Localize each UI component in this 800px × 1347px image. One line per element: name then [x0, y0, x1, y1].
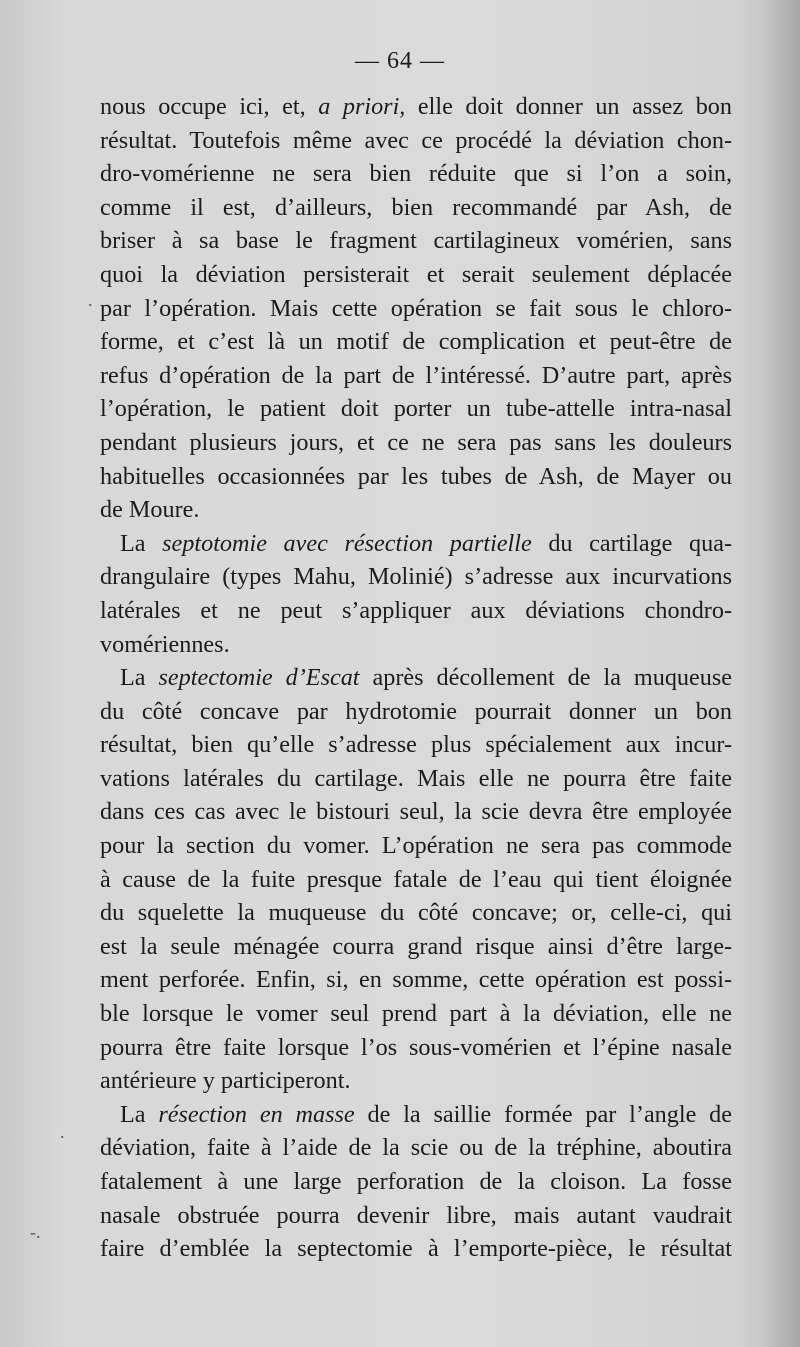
text-line: [100, 728, 732, 762]
text-segment: est la seule ménagée courra grand risque ainsi d’être large-: [100, 932, 732, 960]
text-line: [100, 224, 732, 258]
text-line: [100, 493, 732, 527]
margin-mark: .: [60, 1122, 65, 1142]
text-segment: faire d’emblée la septectomie à l’emporte-pièce, le résultat: [100, 1235, 732, 1263]
paragraph: [100, 661, 732, 1098]
text-line: [100, 124, 732, 158]
text-segment: pendant plusieurs jours, et ce ne sera pas sans les douleurs: [100, 428, 732, 456]
page-number: — 64 —: [355, 48, 445, 74]
text-line: [100, 426, 732, 460]
text-line: [100, 1098, 732, 1132]
text-segment: vomériennes.: [100, 630, 230, 658]
paragraph: [100, 1098, 732, 1266]
margin-mark: .: [88, 290, 93, 310]
text-line: [100, 157, 732, 191]
text-line: [100, 527, 732, 561]
paragraph: [100, 90, 732, 527]
text-segment: de la saillie formée par l’angle de: [354, 1100, 732, 1128]
text-line: [100, 1232, 732, 1266]
italic-term: a priori,: [318, 93, 406, 120]
text-line: [100, 90, 732, 124]
text-line: [100, 863, 732, 897]
text-line: [100, 258, 732, 292]
text-line: [100, 997, 732, 1031]
text-segment: résultat, bien qu’elle s’adresse plus spécialement aux incur-: [100, 731, 732, 759]
text-segment: de Moure.: [100, 496, 200, 524]
text-line: [100, 695, 732, 729]
text-segment: ble lorsque le vomer seul prend part à la déviation, elle ne: [100, 1000, 732, 1028]
text-line: [100, 1165, 732, 1199]
text-line: [100, 594, 732, 628]
text-segment: nasale obstruée pourra devenir libre, mais autant vaudrait: [100, 1201, 732, 1229]
text-line: [100, 325, 732, 359]
text-line: [100, 191, 732, 225]
text-line: [100, 392, 732, 426]
text-line: [100, 292, 732, 326]
text-segment: pour la section du vomer. L’opération ne sera pas commode: [100, 832, 732, 860]
text-segment: du côté concave par hydrotomie pourrait donner un bon: [100, 697, 732, 725]
text-segment: fatalement à une large perforation de la cloison. La fosse: [100, 1168, 732, 1195]
text-line: [100, 963, 732, 997]
text-line: [100, 661, 732, 695]
text-segment: après décollement de la muqueuse: [359, 664, 732, 692]
text-segment: habituelles occasionnées par les tubes de Ash, de Mayer ou: [100, 462, 732, 490]
text-line: [100, 628, 732, 662]
text-line: [100, 1199, 732, 1233]
italic-term: septotomie avec résection partielle: [162, 529, 532, 557]
text-segment: drangulaire (types Mahu, Molinié) s’adresse aux incurvations: [100, 563, 732, 591]
paragraph: [100, 527, 732, 661]
text-line: [100, 1031, 732, 1065]
text-segment: du squelette la muqueuse du côté concave; or, celle-ci, qui: [100, 899, 732, 927]
text-segment: La: [120, 529, 163, 557]
text-line: [100, 795, 732, 829]
text-line: [100, 1131, 732, 1165]
text-segment: comme il est, d’ailleurs, bien recommandé par Ash, de: [100, 193, 732, 221]
text-line: [100, 560, 732, 594]
italic-term: septectomie d’Escat: [158, 664, 360, 692]
text-segment: l’opération, le patient doit porter un tube-attelle intra-nasal: [100, 395, 732, 423]
margin-mark: -.: [30, 1222, 41, 1242]
text-segment: dro-vomérienne ne sera bien réduite que si l’on a soin,: [100, 160, 732, 188]
text-line: [100, 1064, 732, 1098]
text-segment: à cause de la fuite presque fatale de l’eau qui tient éloignée: [100, 865, 732, 893]
page-edge-shadow: [760, 0, 800, 1347]
text-line: [100, 359, 732, 393]
text-segment: par l’opération. Mais cette opération se fait sous le chloro-: [100, 294, 732, 322]
text-segment: vations latérales du cartilage. Mais elle ne pourra être faite: [100, 764, 732, 792]
text-line: [100, 930, 732, 964]
text-segment: résultat. Toutefois même avec ce procédé la déviation chon-: [100, 126, 732, 154]
text-segment: briser à sa base le fragment cartilagineux vomérien, sans: [100, 227, 732, 255]
text-segment: antérieure y participeront.: [100, 1067, 351, 1095]
text-segment: La: [120, 1100, 159, 1128]
text-segment: ment perforée. Enfin, si, en somme, cette opération est possi-: [100, 966, 732, 994]
text-line: [100, 829, 732, 863]
body-text: [100, 90, 732, 1266]
text-segment: forme, et c’est là un motif de complication et peut-être de: [100, 328, 732, 356]
text-segment: refus d’opération de la part de l’intéressé. D’autre part, après: [100, 361, 732, 389]
text-segment: dans ces cas avec le bistouri seul, la scie devra être employée: [100, 798, 732, 826]
text-line: [100, 762, 732, 796]
text-segment: du cartilage qua-: [531, 529, 732, 557]
text-segment: quoi la déviation persisterait et serait seulement déplacée: [100, 260, 732, 288]
text-segment: nous occupe ici, et,: [100, 93, 319, 120]
text-segment: pourra être faite lorsque l’os sous-vomérien et l’épine nasale: [100, 1033, 732, 1061]
text-line: [100, 460, 732, 494]
text-segment: latérales et ne peut s’appliquer aux déviations chondro-: [100, 596, 732, 624]
italic-term: résection en masse: [158, 1100, 355, 1128]
text-line: [100, 896, 732, 930]
text-segment: elle doit donner un assez bon: [405, 93, 732, 120]
text-segment: déviation, faite à l’aide de la scie ou de la tréphine, aboutira: [100, 1134, 732, 1162]
text-segment: La: [120, 664, 159, 692]
